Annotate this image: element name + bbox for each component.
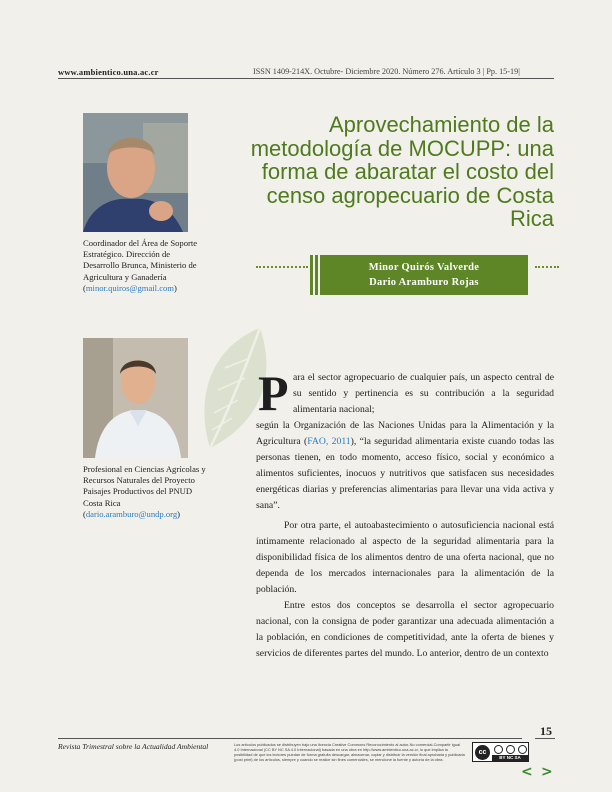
author1-photo: [83, 113, 188, 232]
article-title: Aprovechamiento de la metodología de MOCUPP: una forma de abaratar el costo del censo agropecuario de Costa Rica: [250, 112, 554, 231]
author1-caption: [83, 238, 208, 294]
author-name-1: Minor Quirós Valverde: [368, 262, 480, 273]
citation-link[interactable]: FAO, 2011: [307, 435, 351, 447]
paragraph-1-continued: [256, 418, 554, 513]
dotted-rule-right: [535, 266, 559, 268]
author2-caption: [83, 464, 208, 520]
band-stripe: [315, 255, 318, 295]
paragraph-2: Por otra parte, el autoabastecimiento o autosuficiencia nacional está íntimamente relacionado al aspecto de la seguridad alimentaria para la disponibilidad física de los alimentos dentro de una oferta nacional, que no dependa de los mercados internacionales para la alimentación de la población.: [256, 520, 554, 595]
footer-rule: [58, 738, 522, 739]
author2-caption-close: ): [177, 508, 181, 519]
license-text: Los artículos publicados se distribuyen bajo una licencia Creative Commons Reconocimiento al autor-No comercial-Compartir igual 4.0 Internacional (CC BY NC SA 4.0 Internacional) basada en una obra en http://www.ambientico.una.ac.cr, lo que implica la posibilidad de que los lectores puedan de forma gratuita descargar, almacenar, copiar y distribuir la versión final aprobada y publicada (post print) de los artículos, siempre y cuando se realice sin fines comerciales, se mencione la fuente y autoría de la obra.: [234, 742, 465, 762]
cc-icon: cc: [475, 745, 490, 760]
journal-url[interactable]: www.ambientico.una.ac.cr: [58, 67, 159, 77]
paragraph-1-opening: ara el sector agropecuario de cualquier país, un aspecto central de su sentido y pertinencia es su contribución a la seguridad alimentaria nacional;: [293, 372, 554, 415]
author2-email-link[interactable]: dario.aramburo@undp.org: [85, 508, 178, 519]
paragraph-1-text: según la Organización de las Naciones Unidas para la Alimentación y la Agricultura (: [256, 420, 554, 447]
author1-caption-close: ): [174, 282, 177, 293]
author2-photo: [83, 338, 188, 458]
next-page-arrow-icon[interactable]: >: [541, 764, 553, 780]
dotted-rule-left: [256, 266, 308, 268]
cc-license-badge[interactable]: [472, 742, 529, 762]
paragraph-3: Entre estos dos conceptos se desarrolla el sector agropecuario nacional, con la consigna de poder garantizar una adecuada alimentación a la población, en condiciones de competitividad, ante la oferta de bienes y servicios de diferentes partes del mundo. Lo anterior, dentro de un contexto: [256, 600, 554, 659]
authors-band: [320, 255, 528, 295]
author-name-2: Dario Aramburo Rojas: [369, 277, 479, 288]
page-number: 15: [540, 724, 552, 738]
cc-terms-icons: [492, 745, 528, 755]
band-stripe: [310, 255, 313, 295]
drop-cap: P: [258, 365, 289, 421]
author1-email-link[interactable]: minor.quiros@gmail.com: [85, 282, 174, 293]
author2-affiliation: Profesional en Ciencias Agrícolas y Recursos Naturales del Proyecto Paisajes Productivos del PNUD Costa Rica (: [83, 464, 206, 519]
journal-name: Revista Trimestral sobre la Actualidad Ambiental: [58, 742, 209, 751]
author1-affiliation: Coordinador del Área de Soporte Estratégico. Dirección de Desarrollo Brunca, Ministerio de Agricultura y Ganadería (: [83, 238, 198, 293]
paragraph-1-quote: ), “la seguridad alimentaria existe cuando todas las personas tienen, en todo momento, acceso físico, social y económico a alimentos suficientes, inocuos y nutritivos que satisfacen sus necesidades energéticas diarias y preferencias alimentarias para llevar una vida activa y sana”.: [256, 435, 554, 511]
issn-line: ISSN 1409-214X. Octubre- Diciembre 2020. Número 276. Artículo 3 | Pp. 15-19|: [253, 67, 520, 76]
cc-terms-text: BY NC SA: [492, 755, 528, 761]
previous-page-arrow-icon[interactable]: <: [521, 764, 533, 780]
footer-rule-short: [535, 738, 555, 739]
header-rule: [58, 78, 554, 79]
